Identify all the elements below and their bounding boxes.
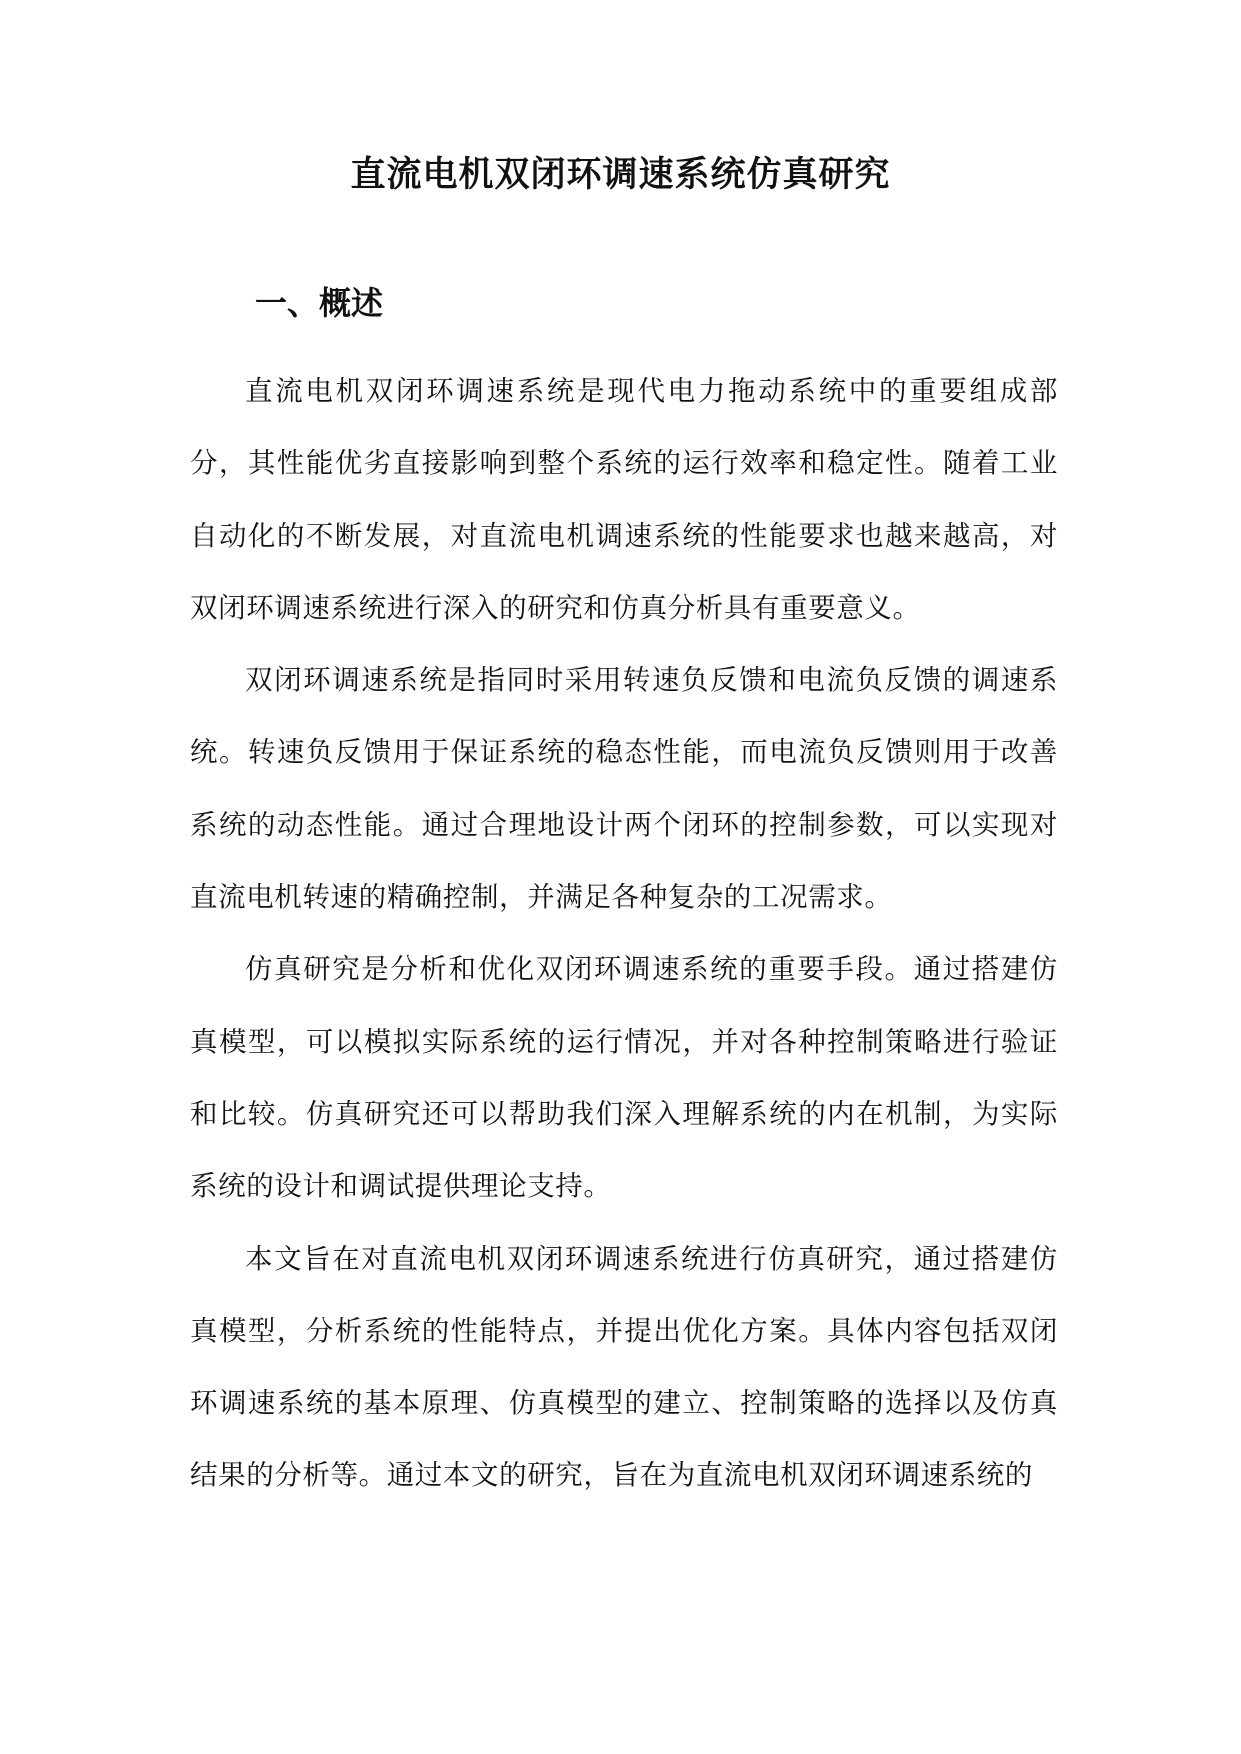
paragraph-2: 双闭环调速系统是指同时采用转速负反馈和电流负反馈的调速系统。转速负反馈用于保证系统的稳态性能，而电流负反馈则用于改善系统的动态性能。通过合理地设计两个闭环的控制参数，可以实现对直流电机转速的精确控制，并满足各种复杂的工况需求。 [190, 664, 1058, 914]
section-body [190, 355, 1058, 1512]
section-heading: 一、概述 [255, 284, 384, 322]
paragraph-3: 仿真研究是分析和优化双闭环调速系统的重要手段。通过搭建仿真模型，可以模拟实际系统的运行情况，并对各种控制策略进行验证和比较。仿真研究还可以帮助我们深入理解系统的内在机制，为实际系统的设计和调试提供理论支持。 [190, 953, 1058, 1203]
document-title: 直流电机双闭环调速系统仿真研究 [350, 154, 891, 195]
paragraph-1: 直流电机双闭环调速系统是现代电力拖动系统中的重要组成部分，其性能优劣直接影响到整个系统的运行效率和稳定性。随着工业自动化的不断发展，对直流电机调速系统的性能要求也越来越高，对双闭环调速系统进行深入的研究和仿真分析具有重要意义。 [190, 375, 1058, 624]
paragraph-4: 本文旨在对直流电机双闭环调速系统进行仿真研究，通过搭建仿真模型，分析系统的性能特点，并提出优化方案。具体内容包括双闭环调速系统的基本原理、仿真模型的建立、控制策略的选择以及仿真结果的分析等。通过本文的研究，旨在为直流电机双闭环调速系统的 [190, 1242, 1058, 1492]
